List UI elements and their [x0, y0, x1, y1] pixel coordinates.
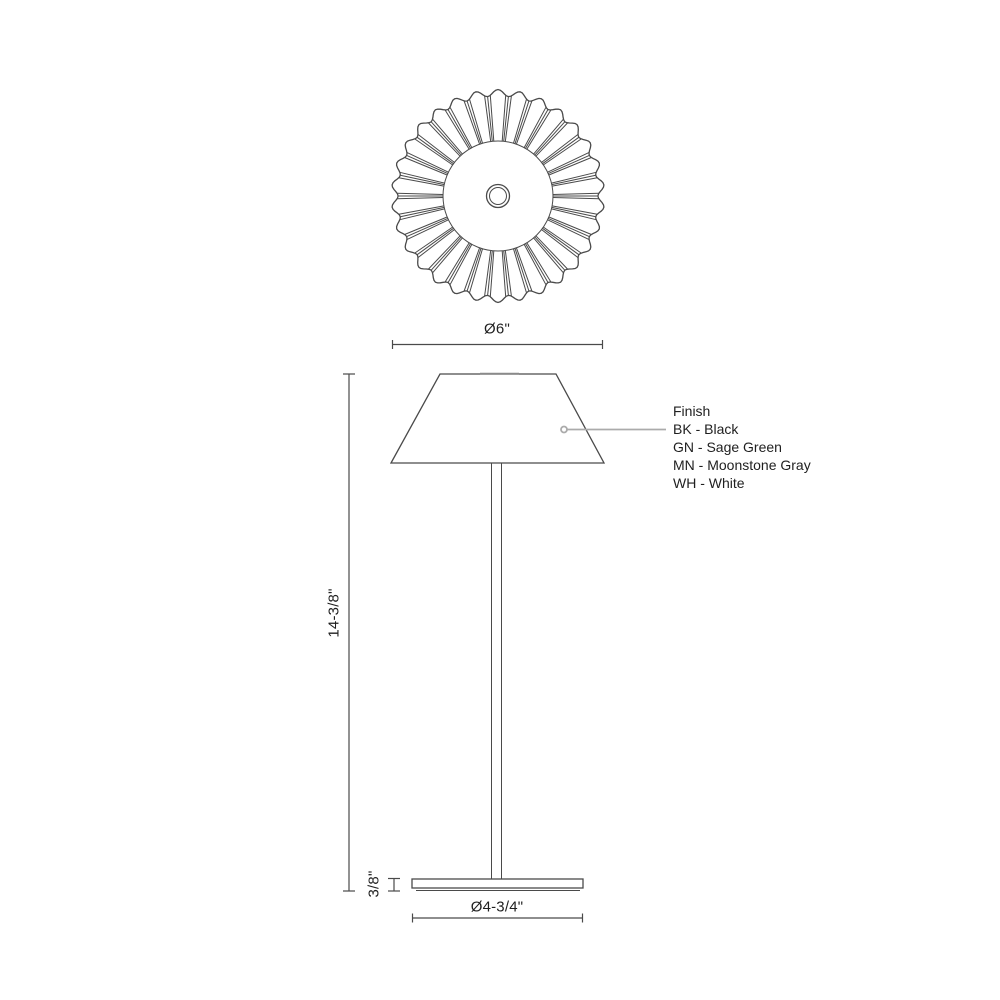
- label-shade-diameter: Ø6": [484, 320, 510, 338]
- lamp-shade-profile: [391, 374, 604, 463]
- dim-base-height: [388, 879, 400, 892]
- side-view-lamp-drawing: [391, 374, 604, 891]
- top-view-shade-drawing: [392, 90, 604, 303]
- label-base-height: 3/8": [365, 870, 383, 898]
- lamp-base-plate: [412, 879, 583, 888]
- shade-inner-disk: [443, 141, 553, 251]
- leader-anchor-dot: [561, 427, 567, 433]
- finish-option-sage-green: GN - Sage Green: [673, 439, 782, 455]
- finish-option-white: WH - White: [673, 475, 745, 491]
- finish-legend-title: Finish: [673, 403, 711, 419]
- dim-shade-diameter: [393, 340, 603, 349]
- label-overall-height: 14-3/8": [325, 588, 343, 638]
- label-base-diameter: Ø4-3/4": [470, 898, 524, 916]
- center-hub-inner-circle: [490, 188, 507, 205]
- dim-overall-height: [343, 374, 355, 891]
- finish-callout-leader: [561, 427, 666, 433]
- finish-option-moonstone-gray: MN - Moonstone Gray: [673, 457, 811, 473]
- finish-legend: [673, 402, 811, 492]
- pleated-shade-sunburst: [392, 90, 604, 303]
- finish-option-black: BK - Black: [673, 421, 739, 437]
